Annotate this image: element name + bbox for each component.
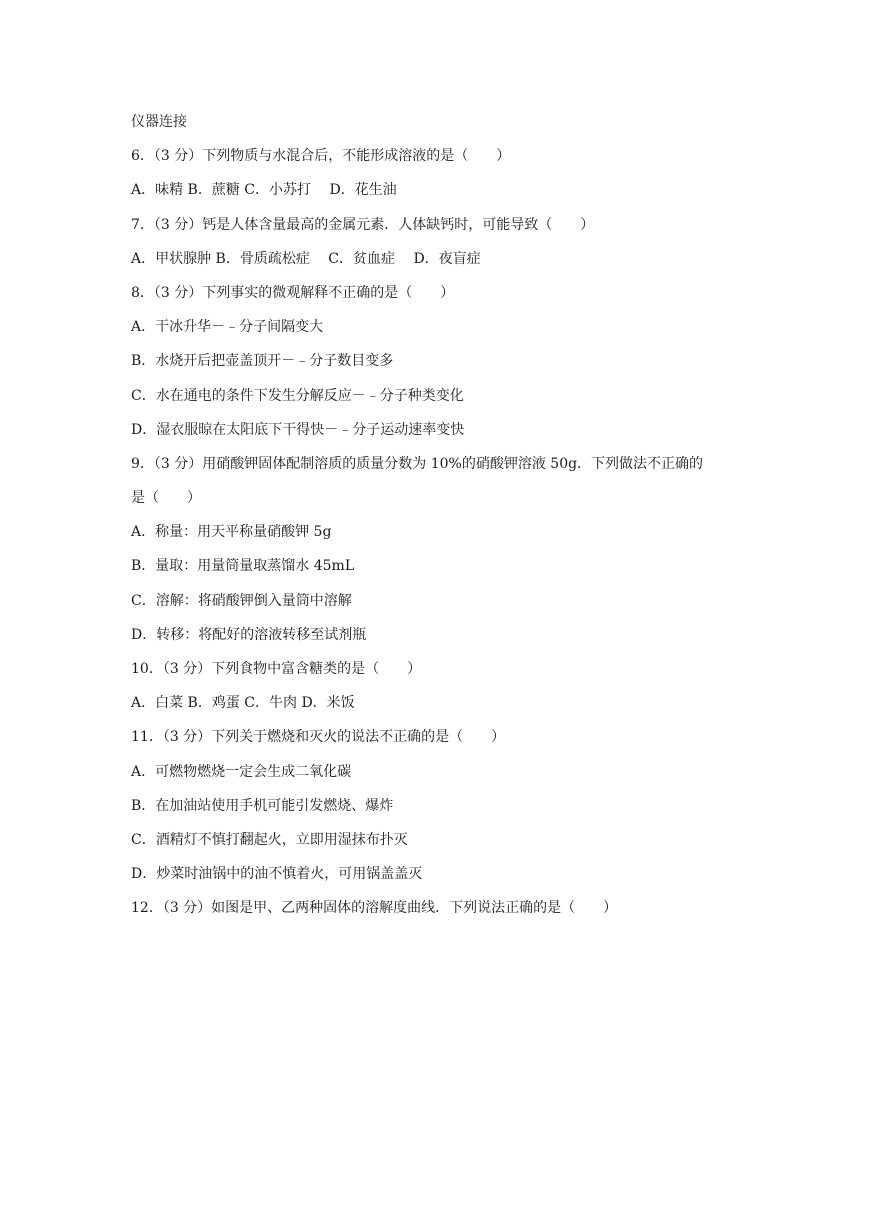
question-10-stem: 10．（3 分）下列食物中富含糖类的是（ ）	[131, 661, 422, 677]
question-8-stem: 8．（3 分）下列事实的微观解释不正确的是（ ）	[131, 284, 455, 301]
text-line-section-tail: 仪器连接	[131, 114, 187, 130]
question-9-option-b: B．量取：用量筒量取蒸馏水 45mL	[131, 558, 355, 575]
question-6-stem: 6．（3 分）下列物质与水混合后，不能形成溶液的是（ ）	[131, 148, 511, 165]
question-8-option-b: B．水烧开后把壶盖顶开－﹣分子数目变多	[131, 353, 394, 370]
question-8-option-c: C．水在通电的条件下发生分解反应－﹣分子种类变化	[131, 387, 464, 404]
question-11-option-c: C．酒精灯不慎打翻起火，立即用湿抹布扑灭	[131, 831, 408, 848]
question-12-stem: 12．（3 分）如图是甲、乙两种固体的溶解度曲线．下列说法正确的是（ ）	[131, 900, 618, 917]
question-7-options: A．甲状腺肿 B．骨质疏松症 C．贫血症 D．夜盲症	[131, 250, 481, 267]
question-9-option-d: D．转移：将配好的溶液转移至试剂瓶	[131, 626, 367, 643]
exam-text-body	[131, 111, 771, 932]
question-8-option-d: D．湿衣服晾在太阳底下干得快－﹣分子运动速率变快	[131, 421, 465, 438]
question-10-options: A．白菜 B．鸡蛋 C．牛肉 D．米饭	[131, 695, 355, 712]
question-9-stem-continued: 是（ ）	[131, 490, 201, 507]
question-8-option-a: A．干冰升华－﹣分子间隔变大	[131, 319, 324, 336]
question-11-stem: 11．（3 分）下列关于燃烧和灭火的说法不正确的是（ ）	[131, 729, 506, 746]
question-7-stem: 7．（3 分）钙是人体含量最高的金属元素．人体缺钙时，可能导致（ ）	[131, 216, 595, 233]
question-9-option-c: C．溶解：将硝酸钾倒入量筒中溶解	[131, 592, 352, 609]
question-9-option-a: A．称量：用天平称量硝酸钾 5g	[131, 524, 332, 541]
question-11-option-b: B．在加油站使用手机可能引发燃烧、爆炸	[131, 797, 394, 814]
question-11-option-d: D．炒菜时油锅中的油不慎着火，可用锅盖盖灭	[131, 866, 423, 883]
question-9-stem: 9．（3 分）用硝酸钾固体配制溶质的质量分数为 10%的硝酸钾溶液 50g．下列做法不正确的	[131, 455, 704, 472]
question-11-option-a: A．可燃物燃烧一定会生成二氧化碳	[131, 763, 352, 780]
question-6-options: A．味精 B．蔗糖 C．小苏打 D．花生油	[131, 182, 397, 199]
